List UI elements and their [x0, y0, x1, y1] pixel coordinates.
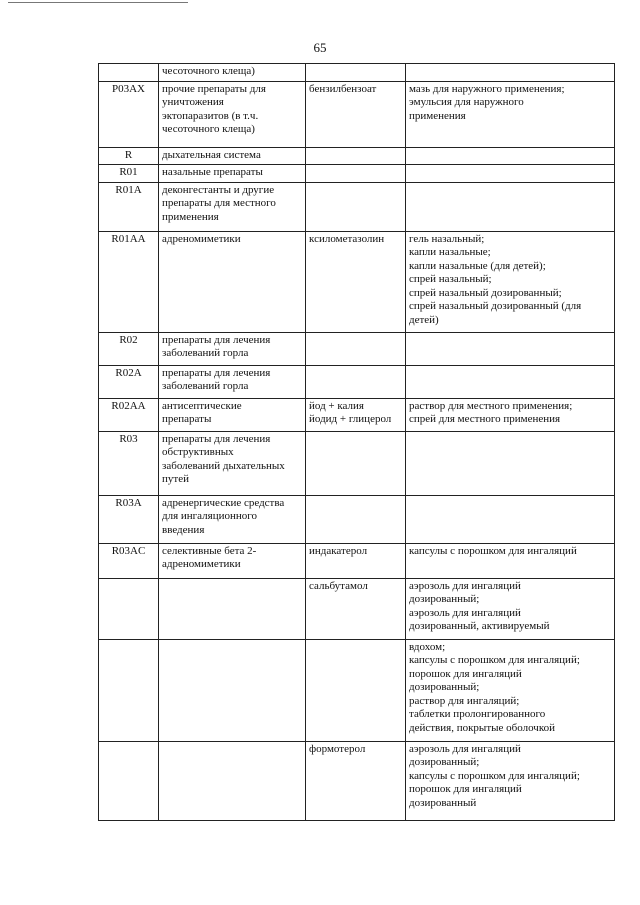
- atc-code-cell: R: [99, 147, 159, 165]
- dosage-forms-cell: [406, 147, 615, 165]
- atc-code-cell: R01: [99, 165, 159, 183]
- table-row: [99, 81, 615, 147]
- table-row: [99, 639, 615, 741]
- substance-cell: [306, 147, 406, 165]
- group-name-cell: препараты для лечения обструктивных заболеваний дыхательных путей: [159, 431, 306, 495]
- substance-cell: [306, 165, 406, 183]
- group-name-cell: адреномиметики: [159, 231, 306, 332]
- atc-code-cell: P03AX: [99, 81, 159, 147]
- atc-code-cell: [99, 741, 159, 820]
- substance-cell: формотерол: [306, 741, 406, 820]
- group-name-cell: [159, 639, 306, 741]
- group-name-cell: препараты для лечения заболеваний горла: [159, 332, 306, 365]
- table-row: [99, 543, 615, 578]
- table-row: [99, 431, 615, 495]
- dosage-forms-cell: аэрозоль для ингаляций дозированный; аэрозоль для ингаляций дозированный, активируемый: [406, 578, 615, 639]
- substance-cell: [306, 431, 406, 495]
- dosage-forms-cell: [406, 365, 615, 398]
- top-rule: [8, 2, 188, 3]
- atc-code-cell: R03: [99, 431, 159, 495]
- table-row: [99, 64, 615, 82]
- table-row: [99, 147, 615, 165]
- atc-code-cell: [99, 639, 159, 741]
- table-row: [99, 332, 615, 365]
- substance-cell: [306, 182, 406, 231]
- table-row: [99, 365, 615, 398]
- table-row: [99, 741, 615, 820]
- group-name-cell: чесоточного клеща): [159, 64, 306, 82]
- group-name-cell: [159, 578, 306, 639]
- substance-cell: [306, 332, 406, 365]
- group-name-cell: антисептические препараты: [159, 398, 306, 431]
- substance-cell: йод + калия йодид + глицерол: [306, 398, 406, 431]
- dosage-forms-cell: [406, 431, 615, 495]
- table-row: [99, 231, 615, 332]
- group-name-cell: деконгестанты и другие препараты для местного применения: [159, 182, 306, 231]
- dosage-forms-cell: [406, 495, 615, 543]
- dosage-forms-cell: мазь для наружного применения; эмульсия для наружного применения: [406, 81, 615, 147]
- group-name-cell: препараты для лечения заболеваний горла: [159, 365, 306, 398]
- substance-cell: [306, 639, 406, 741]
- table-row: [99, 495, 615, 543]
- table-row: [99, 578, 615, 639]
- substance-cell: [306, 495, 406, 543]
- substance-cell: ксилометазолин: [306, 231, 406, 332]
- atc-code-cell: R03AC: [99, 543, 159, 578]
- dosage-forms-cell: [406, 332, 615, 365]
- group-name-cell: назальные препараты: [159, 165, 306, 183]
- dosage-forms-cell: [406, 165, 615, 183]
- atc-code-cell: R03A: [99, 495, 159, 543]
- group-name-cell: селективные бета 2- адреномиметики: [159, 543, 306, 578]
- atc-code-cell: [99, 64, 159, 82]
- group-name-cell: [159, 741, 306, 820]
- dosage-forms-cell: раствор для местного применения; спрей для местного применения: [406, 398, 615, 431]
- substance-cell: [306, 365, 406, 398]
- table-row: [99, 182, 615, 231]
- group-name-cell: дыхательная система: [159, 147, 306, 165]
- atc-code-cell: R02: [99, 332, 159, 365]
- dosage-forms-cell: аэрозоль для ингаляций дозированный; капсулы с порошком для ингаляций; порошок для ингаляций дозированный: [406, 741, 615, 820]
- page-number: 65: [313, 40, 327, 55]
- substance-cell: сальбутамол: [306, 578, 406, 639]
- dosage-forms-cell: [406, 182, 615, 231]
- atc-code-cell: [99, 578, 159, 639]
- dosage-forms-cell: [406, 64, 615, 82]
- group-name-cell: прочие препараты для уничтожения эктопаразитов (в т.ч. чесоточного клеща): [159, 81, 306, 147]
- atc-code-cell: R02AA: [99, 398, 159, 431]
- substance-cell: [306, 64, 406, 82]
- atc-code-cell: R01AA: [99, 231, 159, 332]
- table-row: [99, 165, 615, 183]
- drug-table: [98, 63, 615, 821]
- substance-cell: индакатерол: [306, 543, 406, 578]
- table-row: [99, 398, 615, 431]
- dosage-forms-cell: капсулы с порошком для ингаляций: [406, 543, 615, 578]
- atc-code-cell: R02A: [99, 365, 159, 398]
- substance-cell: бензилбензоат: [306, 81, 406, 147]
- dosage-forms-cell: вдохом; капсулы с порошком для ингаляций; порошок для ингаляций дозированный; раствор для ингаляций; таблетки пролонгированного действия, покрытые оболочкой: [406, 639, 615, 741]
- atc-code-cell: R01A: [99, 182, 159, 231]
- group-name-cell: адренергические средства для ингаляционного введения: [159, 495, 306, 543]
- dosage-forms-cell: гель назальный; капли назальные; капли назальные (для детей); спрей назальный; спрей назальный дозированный; спрей назальный дозированный (для детей): [406, 231, 615, 332]
